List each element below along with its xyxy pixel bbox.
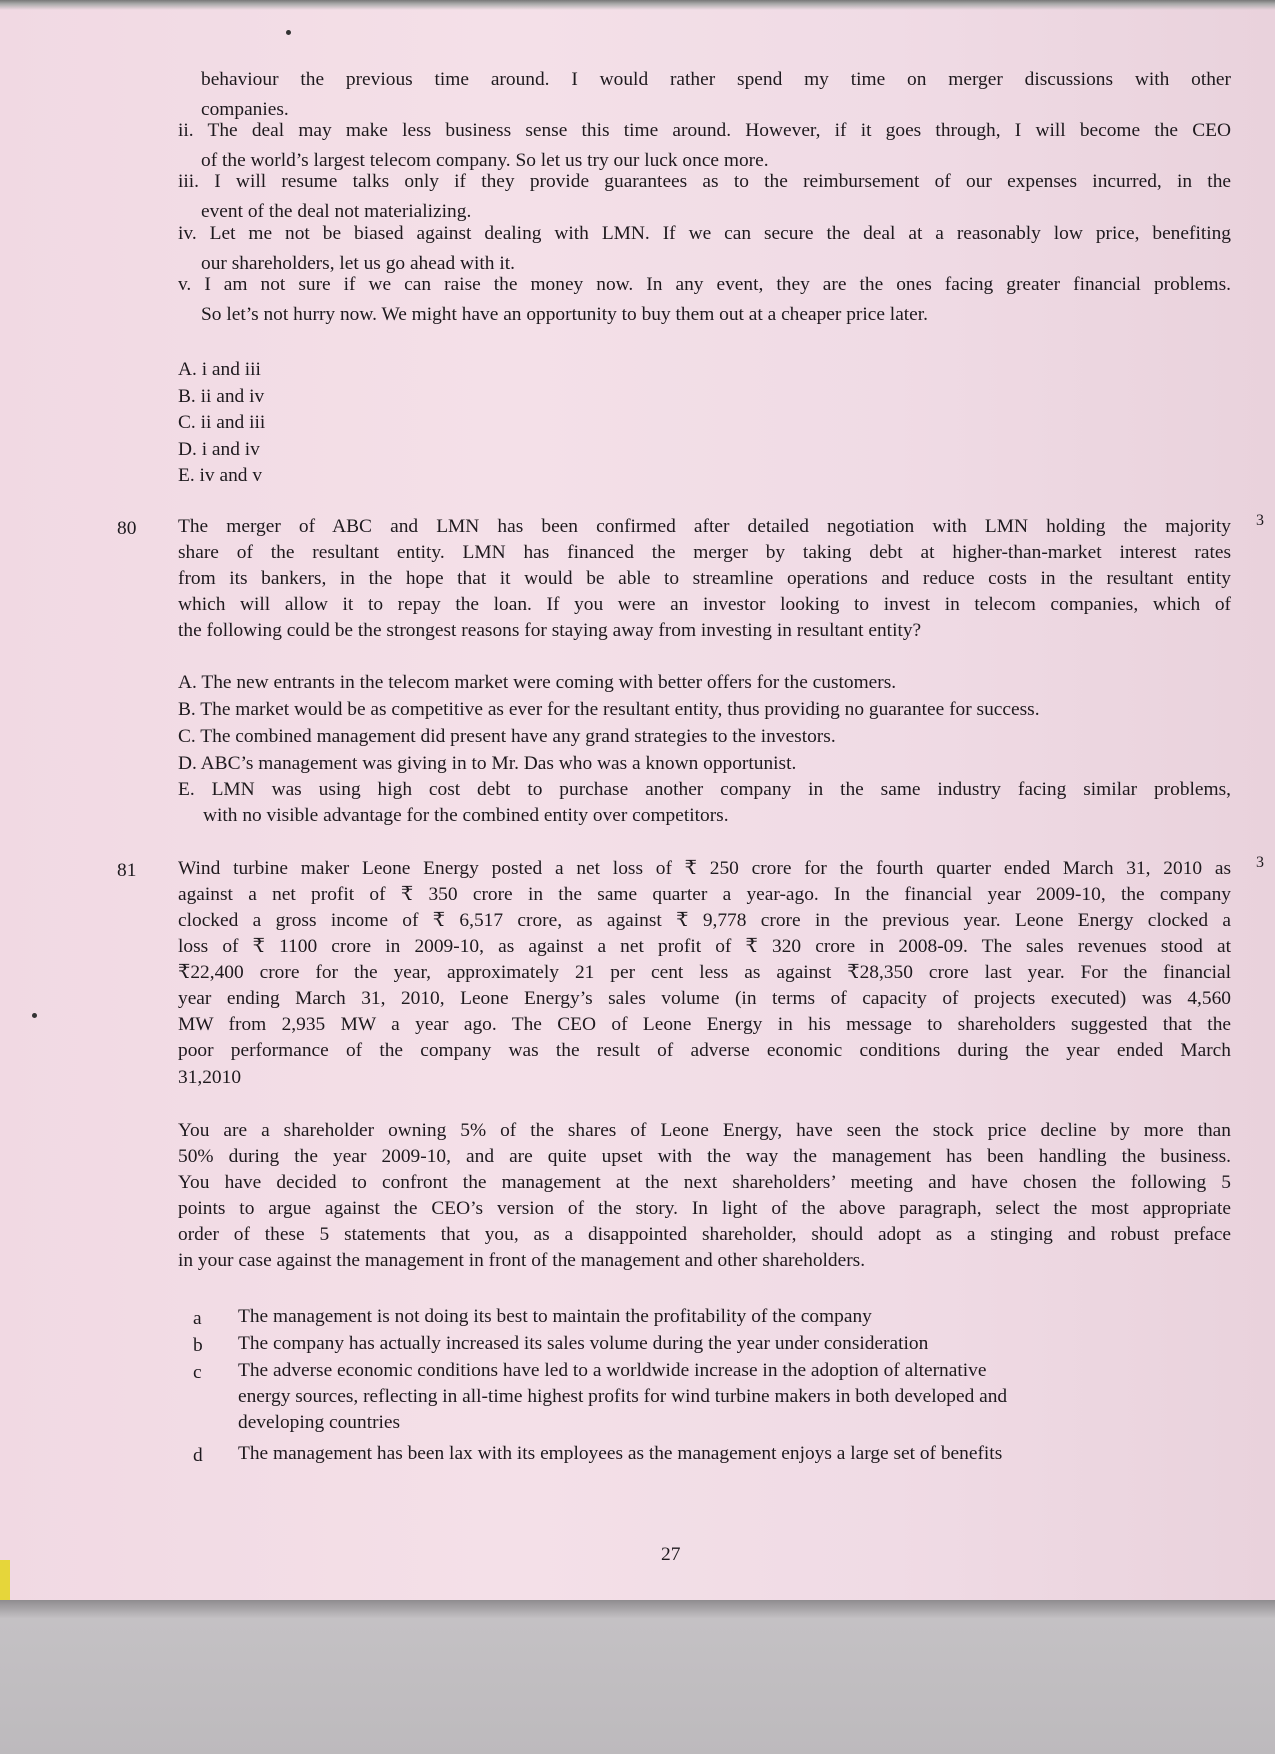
q81-p1-line-3: clocked a gross income of ₹ 6,517 crore, as against ₹ 9,778 crore in the previous year. Leone Energy clocked a — [178, 910, 1231, 931]
q81-statement-c-line-3: developing countries — [238, 1412, 401, 1433]
q81-statement-a-letter: a — [193, 1308, 202, 1329]
q81-p2-line-5: order of these 5 statements that you, as a disappointed shareholder, should adopt as a stinging and robust preface — [178, 1224, 1231, 1245]
q80-stem-line-3: from its bankers, in the hope that it would be able to streamline operations and reduce costs in the resultant entity — [178, 568, 1231, 589]
q80-marks: 3 — [1256, 512, 1264, 529]
q81-statement-d-letter: d — [193, 1445, 203, 1466]
q80-option-e-line-2: with no visible advantage for the combined entity over competitors. — [203, 805, 729, 826]
q81-statement-b-letter: b — [193, 1335, 203, 1356]
q79-option-a[interactable]: A. i and iii — [178, 359, 261, 380]
q81-p1-line-5: ₹22,400 crore for the year, approximately 21 per cent less as against ₹28,350 crore last year. For the financial — [178, 962, 1231, 983]
scanner-background — [0, 1600, 1275, 1754]
ink-speck — [286, 30, 291, 35]
q81-p1-line-4: loss of ₹ 1100 crore in 2009-10, as against a net profit of ₹ 320 crore in 2008-09. The sales revenues stood at — [178, 936, 1231, 957]
q79-option-e[interactable]: E. iv and v — [178, 465, 263, 486]
q81-p1-line-8: poor performance of the company was the result of adverse economic conditions during the year ended March — [178, 1040, 1231, 1061]
q80-option-e-line-1[interactable]: E. LMN was using high cost debt to purchase another company in the same industry facing similar problems, — [178, 779, 1231, 800]
q79-statement-v-line-1: v. I am not sure if we can raise the money now. In any event, they are the ones facing greater financial problems. — [178, 274, 1231, 295]
q79-statement-ii-line-1: ii. The deal may make less business sense this time around. However, if it goes through, I will become the CEO — [178, 120, 1231, 141]
page-number: 27 — [661, 1544, 681, 1565]
scan-top-edge — [0, 0, 1275, 10]
q81-statement-c-line-1: The adverse economic conditions have led to a worldwide increase in the adoption of alternative — [238, 1360, 987, 1381]
q81-statement-d-text: The management has been lax with its employees as the management enjoys a large set of benefits — [238, 1443, 1003, 1464]
q81-statement-a-text: The management is not doing its best to maintain the profitability of the company — [238, 1306, 872, 1327]
q81-p2-line-6: in your case against the management in front of the management and other shareholders. — [178, 1250, 866, 1271]
q81-p2-line-1: You are a shareholder owning 5% of the shares of Leone Energy, have seen the stock price decline by more than — [178, 1120, 1231, 1141]
q79-statement-iii-line-1: iii. I will resume talks only if they provide guarantees as to the reimbursement of our expenses incurred, in the — [178, 171, 1231, 192]
q79-statement-v-line-2: So let’s not hurry now. We might have an opportunity to buy them out at a cheaper price later. — [201, 304, 929, 325]
q81-p1-line-1: Wind turbine maker Leone Energy posted a net loss of ₹ 250 crore for the fourth quarter ended March 31, 2010 as — [178, 858, 1231, 879]
q79-statement-i-line-1: behaviour the previous time around. I would rather spend my time on merger discussions with other — [201, 69, 1231, 90]
q79-option-b[interactable]: B. ii and iv — [178, 386, 265, 407]
q79-statement-iii-line-2: event of the deal not materializing. — [201, 201, 472, 222]
q79-statement-iv-line-1: iv. Let me not be biased against dealing with LMN. If we can secure the deal at a reasonably low price, benefiting — [178, 223, 1231, 244]
q81-p1-line-6: year ending March 31, 2010, Leone Energy’s sales volume (in terms of capacity of projects executed) was 4,560 — [178, 988, 1231, 1009]
q80-stem-line-4: which will allow it to repay the loan. If you were an investor looking to invest in telecom companies, which of — [178, 594, 1231, 615]
q80-number: 80 — [117, 518, 137, 539]
ink-speck — [32, 1013, 37, 1018]
q80-stem-line-2: share of the resultant entity. LMN has financed the merger by taking debt at higher-than-market interest rates — [178, 542, 1231, 563]
q81-p1-line-9: 31,2010 — [178, 1067, 242, 1088]
q79-statement-i-line-2: companies. — [201, 99, 289, 120]
q80-option-b[interactable]: B. The market would be as competitive as ever for the resultant entity, thus providing no guarantee for success. — [178, 699, 1040, 720]
q79-option-c[interactable]: C. ii and iii — [178, 412, 266, 433]
q79-statement-iv-line-2: our shareholders, let us go ahead with it. — [201, 253, 515, 274]
q81-p1-line-2: against a net profit of ₹ 350 crore in the same quarter a year-ago. In the financial year 2009-10, the company — [178, 884, 1231, 905]
q81-p2-line-2: 50% during the year 2009-10, and are quite upset with the way the management has been handling the business. — [178, 1146, 1231, 1167]
q79-statement-ii-line-2: of the world’s largest telecom company. So let us try our luck once more. — [201, 150, 769, 171]
q81-statement-b-text: The company has actually increased its sales volume during the year under consideration — [238, 1333, 929, 1354]
q80-option-a[interactable]: A. The new entrants in the telecom market were coming with better offers for the customers. — [178, 672, 897, 693]
q81-marks: 3 — [1256, 854, 1264, 871]
q81-number: 81 — [117, 860, 137, 881]
q81-p2-line-4: points to argue against the CEO’s version of the story. In light of the above paragraph, select the most appropriate — [178, 1198, 1231, 1219]
q80-stem-line-1: The merger of ABC and LMN has been confirmed after detailed negotiation with LMN holding the majority — [178, 516, 1231, 537]
q80-stem-line-5: the following could be the strongest reasons for staying away from investing in resultant entity? — [178, 620, 922, 641]
q80-option-c[interactable]: C. The combined management did present have any grand strategies to the investors. — [178, 726, 836, 747]
q79-option-d[interactable]: D. i and iv — [178, 439, 260, 460]
q81-p2-line-3: You have decided to confront the management at the next shareholders’ meeting and have chosen the following 5 — [178, 1172, 1231, 1193]
q81-statement-c-letter: c — [193, 1362, 202, 1383]
q80-option-d[interactable]: D. ABC’s management was giving in to Mr. Das who was a known opportunist. — [178, 753, 797, 774]
q81-statement-c-line-2: energy sources, reflecting in all-time highest profits for wind turbine makers in both developed and — [238, 1386, 1008, 1407]
q81-p1-line-7: MW from 2,935 MW a year ago. The CEO of Leone Energy in his message to shareholders suggested that the — [178, 1014, 1231, 1035]
binder-tab — [0, 1560, 10, 1600]
